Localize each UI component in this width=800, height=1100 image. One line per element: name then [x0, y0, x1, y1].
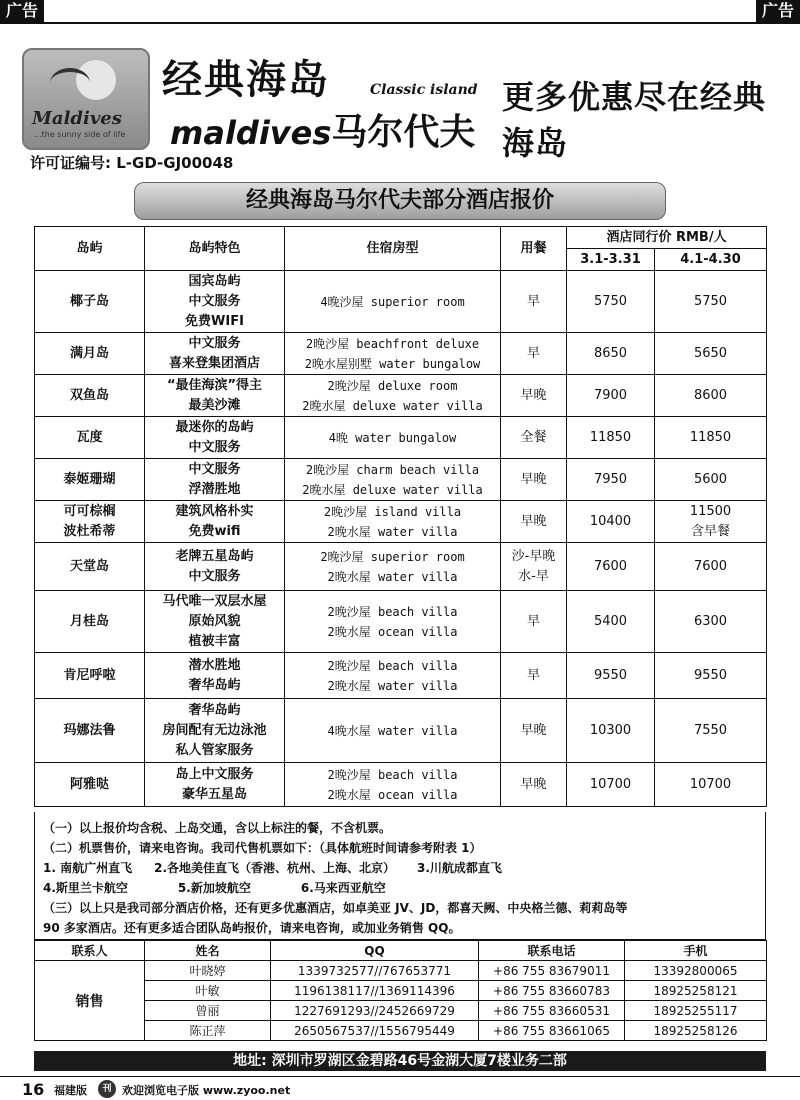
room-type-cell: [285, 653, 501, 699]
island-feature-cell: [145, 763, 285, 807]
meal-plan-cell: [501, 459, 567, 501]
room-type: 2晚水屋别墅 water bungalow: [304, 356, 481, 371]
table-row: [35, 375, 767, 417]
edition-label: 福建版: [54, 1084, 87, 1097]
room-type-cell: [285, 591, 501, 653]
island-name-cell: [35, 543, 145, 591]
island-feature: 浮潜胜地: [188, 481, 241, 497]
meal-plan: 早晚: [520, 776, 547, 792]
island-feature-cell: [145, 501, 285, 543]
price-period-2-cell: [655, 417, 767, 459]
price-period-2-cell: [655, 501, 767, 543]
price-table: [34, 226, 767, 807]
magazine-badge-icon: 刊: [98, 1080, 116, 1098]
palm-icon: [50, 68, 90, 98]
brand-maldives-en: maldives: [170, 114, 332, 152]
price-period-2-cell: [655, 543, 767, 591]
contact-phone: +86 755 83660531: [479, 1001, 625, 1021]
price-period-1-cell: [567, 653, 655, 699]
room-type-cell: [285, 417, 501, 459]
contact-header-mobile: 手机: [625, 941, 767, 961]
contact-mobile: 18925258121: [625, 981, 767, 1001]
room-type: 2晚水屋 deluxe water villa: [302, 482, 483, 497]
island-feature: 建筑风格朴实: [175, 503, 254, 519]
island-feature: “最佳海滨”得主: [166, 377, 263, 393]
room-type-cell: [285, 375, 501, 417]
contact-header-role: 联系人: [35, 941, 145, 961]
price-period-1-cell: [567, 333, 655, 375]
meal-plan-cell: [501, 591, 567, 653]
price-period-2-cell: [655, 333, 767, 375]
header-room: 住宿房型: [285, 227, 501, 271]
price-period-1: 10300: [589, 722, 632, 738]
brand-maldives: [170, 104, 475, 155]
contact-phone: +86 755 83679011: [479, 961, 625, 981]
meal-plan: 水-早: [518, 568, 549, 584]
contact-row: [35, 961, 767, 981]
island-feature: 潜水胜地: [188, 657, 241, 673]
island-feature: 中文服务: [188, 439, 241, 455]
contact-name: 曾丽: [145, 1001, 271, 1021]
header-period-1: 3.1-3.31: [567, 249, 655, 271]
table-row: [35, 543, 767, 591]
room-type: 2晚沙屋 superior room: [320, 549, 465, 564]
price-period-1: 7950: [593, 471, 628, 487]
price-period-1-cell: [567, 543, 655, 591]
price-period-2: 含早餐: [691, 523, 731, 539]
header-price-group: 酒店同行价 RMB/人: [567, 227, 767, 249]
price-period-2-cell: [655, 271, 767, 333]
price-table-body: [35, 271, 767, 807]
island-name-cell: [35, 591, 145, 653]
brand-name-cn: 经典海岛: [162, 57, 330, 103]
price-period-2-cell: [655, 763, 767, 807]
price-period-2: 9550: [693, 667, 728, 683]
contact-qq: 1196138117//1369114396: [271, 981, 479, 1001]
table-row: [35, 653, 767, 699]
logo-word: Maldives: [32, 108, 122, 129]
contact-row: [35, 1001, 767, 1021]
island-feature: 马代唯一双层水屋: [162, 593, 267, 609]
price-period-2-cell: [655, 591, 767, 653]
room-type: 2晚水屋 deluxe water villa: [302, 398, 483, 413]
meal-plan: 早晚: [520, 513, 547, 529]
island-feature: 免费wifi: [188, 523, 241, 539]
price-period-2: 11850: [689, 429, 732, 445]
island-feature-cell: [145, 271, 285, 333]
table-row: [35, 271, 767, 333]
contact-role: 销售: [35, 961, 145, 1041]
room-type: 2晚水屋 ocean villa: [327, 624, 458, 639]
island-name: 波杜希蒂: [63, 523, 116, 539]
island-feature-cell: [145, 543, 285, 591]
meal-plan: 沙-早晚: [511, 548, 556, 564]
note-1: （一）以上报价均含税、上岛交通，含以上标注的餐，不含机票。: [43, 821, 392, 835]
meal-plan-cell: [501, 501, 567, 543]
contact-mobile: 18925258126: [625, 1021, 767, 1041]
note-2: （二）机票售价，请来电咨询。我司代售机票如下：（具体航班时间请参考附表 1）: [43, 841, 482, 855]
footer-divider: [0, 1076, 800, 1077]
price-period-2: 5750: [693, 293, 728, 309]
contact-header-name: 姓名: [145, 941, 271, 961]
island-name-cell: [35, 653, 145, 699]
header-feature: 岛屿特色: [145, 227, 285, 271]
header-island: 岛屿: [35, 227, 145, 271]
page-title: 经典海岛马尔代夫部分酒店报价: [134, 182, 666, 220]
island-feature: 植被丰富: [188, 633, 241, 649]
island-name: 可可棕榈: [63, 503, 116, 519]
island-feature: 原始风貌: [188, 613, 241, 629]
room-type-cell: [285, 501, 501, 543]
maldives-logo: [22, 48, 150, 150]
price-period-2: 7550: [693, 722, 728, 738]
island-feature: 岛上中文服务: [175, 766, 254, 782]
room-type: 2晚沙屋 charm beach villa: [305, 462, 480, 477]
price-period-2: 11500: [689, 503, 732, 519]
room-type: 2晚水屋 water villa: [327, 524, 458, 539]
table-row: [35, 763, 767, 807]
island-name: 椰子岛: [69, 293, 109, 309]
meal-plan: 早晚: [520, 471, 547, 487]
slogan: 更多优惠尽在经典海岛: [502, 78, 767, 162]
contact-mobile: 13392800065: [625, 961, 767, 981]
price-period-1: 5400: [593, 613, 628, 629]
island-name-cell: [35, 459, 145, 501]
island-name: 肯尼呼啦: [63, 667, 116, 683]
contact-name: 叶敏: [145, 981, 271, 1001]
island-feature-cell: [145, 591, 285, 653]
price-period-2-cell: [655, 699, 767, 763]
island-feature: 国宾岛屿: [188, 273, 241, 289]
price-period-2: 5600: [693, 471, 728, 487]
website-text: 欢迎浏览电子版 www.zyoo.net: [122, 1084, 291, 1097]
island-feature: 房间配有无边泳池: [162, 722, 267, 738]
island-name-cell: [35, 333, 145, 375]
room-type: 2晚沙屋 beach villa: [327, 604, 458, 619]
meal-plan: 早: [526, 667, 540, 683]
meal-plan-cell: [501, 543, 567, 591]
price-period-2: 10700: [689, 776, 732, 792]
island-name: 满月岛: [69, 345, 109, 361]
price-period-2-cell: [655, 375, 767, 417]
contact-name: 叶晓婷: [145, 961, 271, 981]
island-feature: 奢华岛屿: [188, 702, 241, 718]
price-period-2: 7600: [693, 558, 728, 574]
meal-plan-cell: [501, 375, 567, 417]
meal-plan-cell: [501, 333, 567, 375]
island-name-cell: [35, 271, 145, 333]
island-feature: 私人管家服务: [175, 742, 254, 758]
island-name: 瓦度: [76, 429, 103, 445]
room-type-cell: [285, 459, 501, 501]
meal-plan: 早晚: [520, 722, 547, 738]
price-period-1: 8650: [593, 345, 628, 361]
room-type: 4晚水屋 water villa: [327, 723, 458, 738]
meal-plan-cell: [501, 763, 567, 807]
meal-plan-cell: [501, 271, 567, 333]
contact-row: [35, 1021, 767, 1041]
island-feature: 老牌五星岛屿: [175, 548, 254, 564]
price-period-1-cell: [567, 417, 655, 459]
price-period-1-cell: [567, 591, 655, 653]
price-period-1-cell: [567, 375, 655, 417]
island-feature: 豪华五星岛: [181, 786, 247, 802]
airline-item: 6.马来西亚航空: [300, 881, 386, 895]
island-feature-cell: [145, 333, 285, 375]
island-feature: 中文服务: [188, 335, 241, 351]
contact-phone: +86 755 83660783: [479, 981, 625, 1001]
header-period-2: 4.1-4.30: [655, 249, 767, 271]
island-feature: 奢华岛屿: [188, 677, 241, 693]
page-footer: [0, 1080, 800, 1100]
contact-row: [35, 981, 767, 1001]
island-name: 月桂岛: [69, 613, 109, 629]
contact-table: [34, 940, 767, 1041]
airline-item: 4.斯里兰卡航空: [43, 881, 128, 895]
top-divider: [0, 22, 800, 24]
island-name: 双鱼岛: [69, 387, 109, 403]
contact-table-body: [35, 961, 767, 1041]
island-feature: 喜来登集团酒店: [168, 355, 260, 371]
brand-header: [22, 48, 782, 162]
room-type: 2晚水屋 ocean villa: [327, 787, 458, 802]
island-feature: 免费WIFI: [185, 313, 244, 329]
island-name: 玛娜法鲁: [63, 722, 116, 738]
island-name-cell: [35, 763, 145, 807]
room-type-cell: [285, 699, 501, 763]
airlines-row-2: [43, 878, 757, 898]
price-period-2: 8600: [693, 387, 728, 403]
island-feature-cell: [145, 653, 285, 699]
meal-plan: 全餐: [520, 429, 547, 445]
table-row: [35, 699, 767, 763]
island-name: 天堂岛: [69, 558, 109, 574]
room-type: 2晚水屋 water villa: [327, 569, 458, 584]
airline-item: 3.川航成都直飞: [417, 861, 502, 875]
table-row: [35, 333, 767, 375]
ad-label-right: 广告: [756, 0, 800, 22]
price-period-1-cell: [567, 459, 655, 501]
contact-header-qq: QQ: [271, 941, 479, 961]
island-feature-cell: [145, 699, 285, 763]
room-type: 4晚沙屋 superior room: [320, 294, 465, 309]
island-feature: 中文服务: [188, 293, 241, 309]
island-name: 泰姬珊瑚: [63, 471, 116, 487]
brand-maldives-cn: 马尔代夫: [331, 112, 476, 153]
island-name-cell: [35, 417, 145, 459]
island-feature: 最迷你的岛屿: [175, 419, 254, 435]
contact-name: 陈正萍: [145, 1021, 271, 1041]
ad-label-left: 广告: [0, 0, 44, 22]
brand-name-en: Classic island: [370, 82, 478, 98]
note-3b: 90 多家酒店。还有更多适合团队岛屿报价，请来电咨询，或加业务销售 QQ。: [43, 921, 461, 935]
meal-plan-cell: [501, 653, 567, 699]
island-name: 阿雅哒: [69, 776, 109, 792]
price-period-2-cell: [655, 653, 767, 699]
price-period-1: 7600: [593, 558, 628, 574]
price-period-1: 11850: [589, 429, 632, 445]
table-row: [35, 459, 767, 501]
airline-item: 5.新加坡航空: [177, 881, 251, 895]
island-feature: 中文服务: [188, 568, 241, 584]
island-name-cell: [35, 375, 145, 417]
header-meal: 用餐: [501, 227, 567, 271]
meal-plan-cell: [501, 417, 567, 459]
meal-plan-cell: [501, 699, 567, 763]
room-type-cell: [285, 333, 501, 375]
price-period-1: 9550: [593, 667, 628, 683]
island-feature-cell: [145, 375, 285, 417]
room-type-cell: [285, 763, 501, 807]
airline-item: 1. 南航广州直飞: [43, 861, 133, 875]
table-row: [35, 417, 767, 459]
island-feature-cell: [145, 417, 285, 459]
table-row: [35, 501, 767, 543]
table-row: [35, 591, 767, 653]
island-feature: 最美沙滩: [188, 397, 241, 413]
contact-qq: 2650567537//1556795449: [271, 1021, 479, 1041]
island-feature-cell: [145, 459, 285, 501]
price-period-1: 7900: [593, 387, 628, 403]
room-type: 2晚沙屋 beach villa: [327, 658, 458, 673]
room-type-cell: [285, 543, 501, 591]
price-period-1-cell: [567, 763, 655, 807]
room-type: 2晚沙屋 beach villa: [327, 767, 458, 782]
price-period-1: 10400: [589, 513, 632, 529]
contact-qq: 1339732577//767653771: [271, 961, 479, 981]
price-period-1: 10700: [589, 776, 632, 792]
contact-phone: +86 755 83661065: [479, 1021, 625, 1041]
contact-mobile: 18925255117: [625, 1001, 767, 1021]
airlines-row-1: [43, 858, 757, 878]
meal-plan: 早: [526, 613, 540, 629]
price-period-1-cell: [567, 501, 655, 543]
airline-item: 2.各地美佳直飞（香港、杭州、上海、北京）: [154, 861, 396, 875]
island-feature: 中文服务: [188, 461, 241, 477]
room-type: 2晚沙屋 deluxe room: [327, 378, 458, 393]
price-period-1-cell: [567, 699, 655, 763]
license-number: 许可证编号: L-GD-GJ00048: [30, 154, 234, 172]
room-type: 4晚 water bungalow: [328, 430, 457, 445]
notes-section: [34, 812, 766, 940]
meal-plan: 早晚: [520, 387, 547, 403]
contact-header-phone: 联系电话: [479, 941, 625, 961]
note-3a: （三）以上只是我司部分酒店价格，还有更多优惠酒店，如卓美亚 JV、JD，都喜天阙、中央格兰德、莉莉岛等: [43, 901, 628, 915]
price-period-2: 5650: [693, 345, 728, 361]
meal-plan: 早: [526, 293, 540, 309]
meal-plan: 早: [526, 345, 540, 361]
price-period-1-cell: [567, 271, 655, 333]
address-bar: 地址: 深圳市罗湖区金碧路46号金湖大厦7楼业务二部: [34, 1051, 766, 1071]
island-name-cell: [35, 501, 145, 543]
room-type-cell: [285, 271, 501, 333]
room-type: 2晚沙屋 island villa: [323, 504, 462, 519]
price-period-2: 6300: [693, 613, 728, 629]
room-type: 2晚水屋 water villa: [327, 678, 458, 693]
room-type: 2晚沙屋 beachfront deluxe: [305, 336, 480, 351]
logo-tagline: ...the sunny side of life: [34, 130, 126, 139]
contact-qq: 1227691293//2452669729: [271, 1001, 479, 1021]
page-number: 16: [22, 1080, 45, 1099]
price-period-1: 5750: [593, 293, 628, 309]
price-period-2-cell: [655, 459, 767, 501]
island-name-cell: [35, 699, 145, 763]
